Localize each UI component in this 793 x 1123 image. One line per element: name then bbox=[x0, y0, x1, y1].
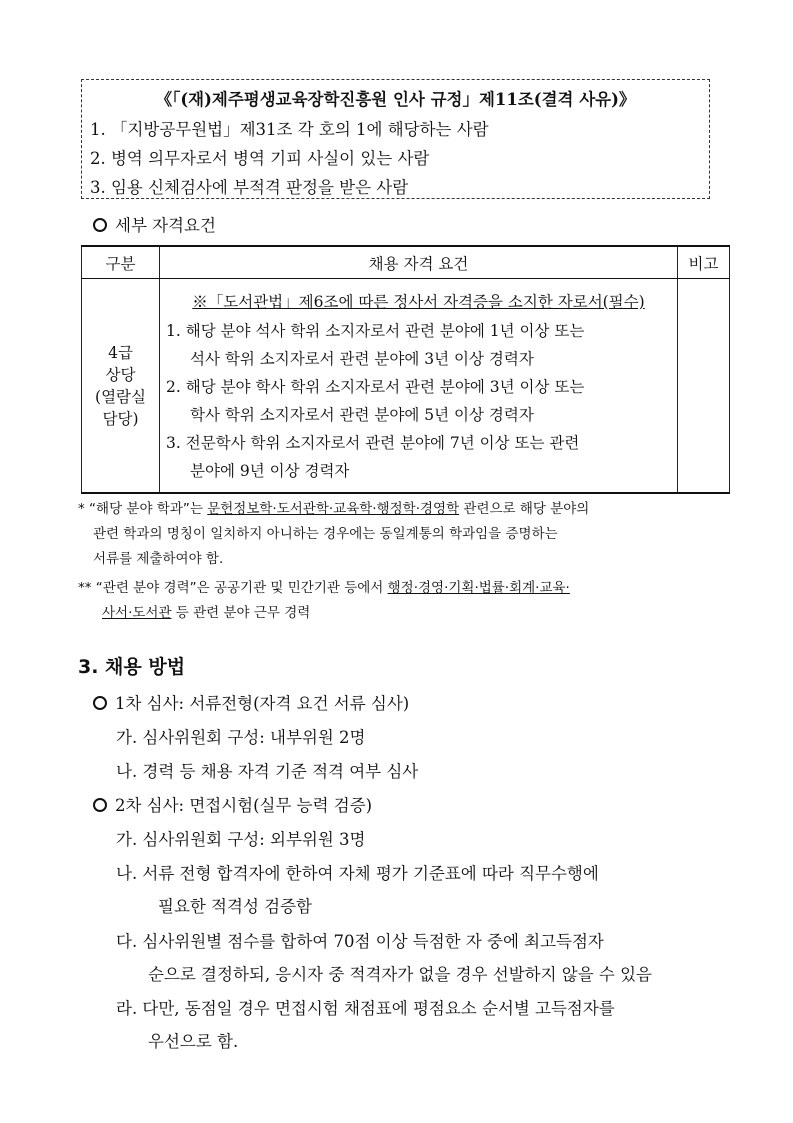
stage-2-item-continued: 필요한 적격성 검증함 bbox=[158, 897, 312, 916]
stage-2-item: 가. 심사위원회 구성: 외부위원 3명 bbox=[116, 830, 366, 849]
requirement-line: 2. 해당 분야 학사 학위 소지자로서 관련 분야에 3년 이상 또는 bbox=[166, 378, 585, 396]
header-remarks: 비고 bbox=[678, 246, 730, 279]
grade-line: 상당 bbox=[105, 365, 136, 384]
disqualification-item-2: 2. 병역 의무자로서 병역 기피 사실이 있는 사람 bbox=[90, 149, 430, 168]
grade-cell bbox=[82, 279, 160, 494]
footnote-mark: * bbox=[78, 501, 85, 517]
footnote-2 bbox=[78, 576, 570, 596]
disqualification-box bbox=[81, 79, 710, 199]
footnote-1-line-2: 관련 학과의 명칭이 일치하지 아니하는 경우에는 동일계통의 학과임을 증명하는 bbox=[93, 526, 558, 542]
stage-2-item: 라. 다만, 동점일 경우 면접시험 채점표에 평점요소 순서별 고득점자를 bbox=[116, 999, 615, 1018]
footnote-text: “해당 분야 학과”는 bbox=[89, 501, 208, 517]
header-category: 구분 bbox=[82, 246, 160, 279]
grade-line: (열람실 bbox=[95, 387, 146, 406]
requirement-line: 석사 학위 소지자로서 관련 분야에 3년 이상 경력자 bbox=[190, 350, 534, 368]
circle-bullet-icon bbox=[93, 218, 107, 232]
stage-2-text: 2차 심사: 면접시험(실무 능력 검증) bbox=[115, 796, 373, 815]
remarks-cell bbox=[678, 279, 730, 494]
stage-2 bbox=[93, 792, 372, 816]
table-row bbox=[82, 279, 730, 494]
stage-1 bbox=[93, 690, 409, 714]
requirements-cell bbox=[160, 279, 678, 494]
footnote-underlined-library: 사서·도서관 bbox=[102, 605, 172, 621]
circle-bullet-icon bbox=[93, 798, 107, 812]
stage-1-item: 가. 심사위원회 구성: 내부위원 2명 bbox=[116, 728, 366, 747]
table-header-row bbox=[82, 246, 730, 279]
requirement-line: 분야에 9년 이상 경력자 bbox=[190, 462, 350, 480]
footnote-mark: ** bbox=[78, 580, 92, 596]
footnote-2-line-2 bbox=[102, 601, 310, 621]
section-3-heading: 3. 채용 방법 bbox=[78, 656, 186, 678]
disqualification-item-1: 1. 「지방공무원법」제31조 각 호의 1에 해당하는 사람 bbox=[90, 120, 489, 139]
requirement-line: 학사 학위 소지자로서 관련 분야에 5년 이상 경력자 bbox=[190, 406, 534, 424]
header-requirements: 채용 자격 요건 bbox=[160, 246, 678, 279]
requirements-table bbox=[81, 245, 730, 494]
disqualification-title: 《「(재)제주평생교육장학진흥원 인사 규정」제11조(결격 사유)》 bbox=[155, 90, 636, 109]
disqualification-item-3: 3. 임용 신체검사에 부적격 판정을 받은 사람 bbox=[90, 178, 409, 197]
details-heading bbox=[93, 212, 216, 236]
stage-2-item-continued: 순으로 결정하되, 응시자 중 적격자가 없을 경우 선발하지 않을 수 있음 bbox=[148, 965, 652, 984]
details-heading-text: 세부 자격요건 bbox=[115, 216, 216, 235]
license-note: ※「도서관법」제6조에 따른 정사서 자격증을 소지한 자로서(필수) bbox=[192, 293, 645, 311]
requirement-line: 3. 전문학사 학위 소지자로서 관련 분야에 7년 이상 또는 관련 bbox=[166, 434, 580, 452]
grade-line: 담당) bbox=[102, 409, 139, 428]
footnote-text: “관련 분야 경력”은 공공기관 및 민간기관 등에서 bbox=[95, 580, 388, 596]
footnote-1 bbox=[78, 497, 589, 517]
footnote-text: 등 관련 분야 근무 경력 bbox=[171, 605, 311, 621]
footnote-1-line-3: 서류를 제출하여야 함. bbox=[93, 551, 224, 567]
stage-2-item-continued: 우선으로 함. bbox=[148, 1032, 239, 1051]
circle-bullet-icon bbox=[93, 696, 107, 710]
stage-2-item: 나. 서류 전형 합격자에 한하여 자체 평가 기준표에 따라 직무수행에 bbox=[116, 864, 599, 883]
grade-line: 4급 bbox=[108, 343, 133, 362]
footnote-underlined-fields: 행정·경영·기획·법률·회계·교육· bbox=[387, 580, 570, 596]
stage-1-item: 나. 경력 등 채용 자격 기준 적격 여부 심사 bbox=[116, 762, 419, 781]
footnote-text: 관련으로 해당 분야의 bbox=[459, 501, 590, 517]
footnote-underlined-departments: 문헌정보학·도서관학·교육학·행정학·경영학 bbox=[207, 501, 460, 517]
stage-1-text: 1차 심사: 서류전형(자격 요건 서류 심사) bbox=[115, 694, 410, 713]
requirement-line: 1. 해당 분야 석사 학위 소지자로서 관련 분야에 1년 이상 또는 bbox=[166, 322, 585, 340]
stage-2-item: 다. 심사위원별 점수를 합하여 70점 이상 득점한 자 중에 최고득점자 bbox=[116, 932, 604, 951]
